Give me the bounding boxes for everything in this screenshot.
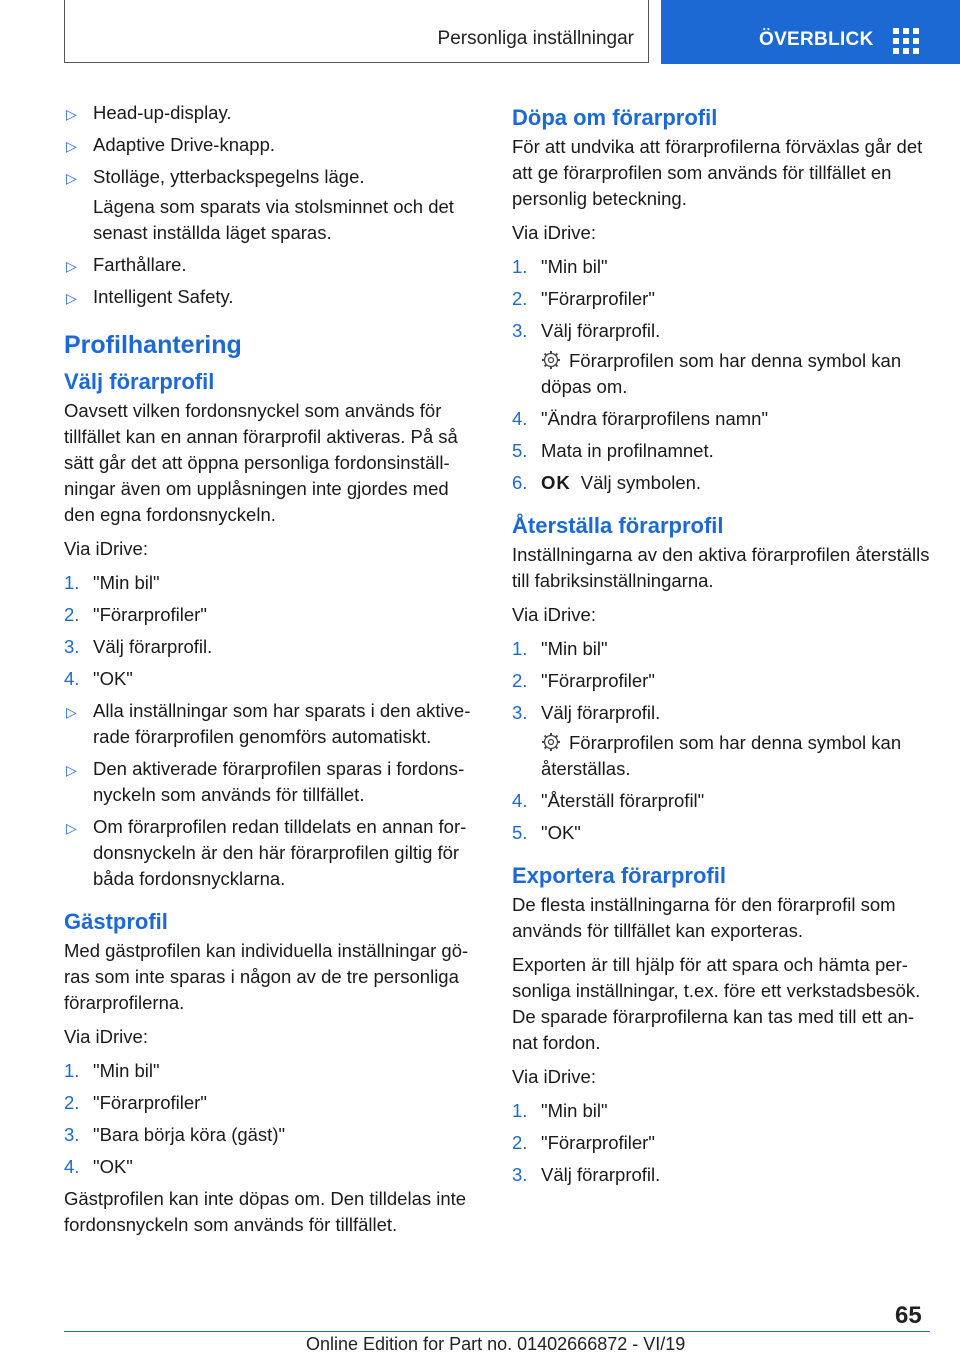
paragraph: För att undvika att förarprofilerna förväxlas går det att ge förarprofilen som används för tillfället en personlig beteckning.	[512, 136, 923, 209]
footer-divider	[64, 1331, 930, 1332]
heading-gastprofil: Gästprofil	[64, 909, 168, 934]
bullet-subtext: Lägena som sparats via stolsminnet och det senast inställda läget sparas.	[93, 196, 454, 243]
step-item: 2. "Förarprofiler"	[512, 670, 655, 691]
list-item: ▷ Intelligent Safety.	[64, 284, 479, 310]
via-idrive-label: Via iDrive:	[512, 604, 596, 625]
step-item: 6. OK Välj symbolen.	[512, 470, 932, 496]
heading-aterstalla: Återställa förarprofil	[512, 513, 724, 538]
step-item: 3. "Bara börja köra (gäst)"	[64, 1124, 286, 1145]
step-note: Förarprofilen som har denna symbol kan återställas.	[541, 732, 902, 779]
heading-dopa-om: Döpa om förarprofil	[512, 105, 718, 130]
header-section-box	[64, 0, 649, 63]
overview-tab-label: ÖVERBLICK	[759, 29, 874, 50]
triangle-bullet-icon: ▷	[66, 138, 77, 154]
triangle-bullet-icon: ▷	[66, 820, 77, 836]
gear-icon	[541, 350, 561, 370]
step-item: 3. Välj förarprofil.	[64, 636, 213, 657]
step-item: 4. "Ändra förarprofilens namn"	[512, 408, 769, 429]
step-item: 2. "Förarprofiler"	[512, 288, 655, 309]
step-item: 2. "Förarprofiler"	[64, 604, 207, 625]
paragraph: Gästprofilen kan inte döpas om. Den tilldelas inte fordonsnyckeln som används för tillfället.	[64, 1188, 467, 1235]
list-item: ▷ Om förarprofilen redan tilldelats en annan fordonsnyckeln är den här förarprofilen giltig för båda fordonsnycklarna.	[66, 816, 467, 889]
step-item: 1. "Min bil"	[64, 1060, 160, 1081]
via-idrive-label: Via iDrive:	[64, 538, 148, 559]
header-section-title: Personliga inställningar	[437, 28, 634, 49]
triangle-bullet-icon: ▷	[66, 762, 77, 778]
via-idrive-label: Via iDrive:	[512, 1066, 596, 1087]
paragraph: Oavsett vilken fordonsnyckel som används för tillfället kan en annan förarprofil aktiveras. På så sätt går det att öppna personliga fordonsinställningar även om upplåsningen inte gjordes med den egna fordonsnyckeln.	[64, 400, 458, 525]
right-column	[512, 100, 932, 1194]
step-item: 1. "Min bil"	[512, 1100, 608, 1121]
triangle-bullet-icon: ▷	[66, 290, 77, 306]
list-item: ▷ Stolläge, ytterbackspegelns läge.	[64, 164, 479, 190]
grid-icon	[893, 28, 919, 54]
step-note: Förarprofilen som har denna symbol kan döpas om.	[541, 350, 902, 397]
via-idrive-label: Via iDrive:	[64, 1026, 148, 1047]
footer-edition: Online Edition for Part no. 01402666872 - VI/19	[306, 1334, 686, 1354]
gear-icon	[541, 732, 561, 752]
step-item: 4. "OK"	[64, 1156, 133, 1177]
list-item: ▷ Den aktiverade förarprofilen sparas i fordonsnyckeln som används för tillfället.	[66, 758, 465, 805]
paragraph: De flesta inställningarna för den förarprofil som används för tillfället kan exporteras.	[512, 894, 896, 941]
step-item: 5. "OK"	[512, 822, 581, 843]
triangle-bullet-icon: ▷	[66, 170, 77, 186]
left-column	[64, 100, 479, 1246]
paragraph: Inställningarna av den aktiva förarprofilen återställs till fabriksinställningarna.	[512, 544, 930, 591]
step-item: 1. "Min bil"	[512, 256, 608, 277]
triangle-bullet-icon: ▷	[66, 258, 77, 274]
heading-exportera: Exportera förarprofil	[512, 863, 726, 888]
page-number: 65	[895, 1302, 922, 1329]
heading-valj-forarprofil: Välj förarprofil	[64, 369, 215, 394]
list-item: ▷ Alla inställningar som har sparats i den aktiverade förarprofilen genomförs automatiskt.	[66, 700, 471, 747]
paragraph: Med gästprofilen kan individuella inställningar göras som inte sparas i någon av de tre personliga förarprofilerna.	[64, 940, 469, 1013]
step-item: 2. "Förarprofiler"	[64, 1092, 207, 1113]
list-item: ▷ Farthållare.	[64, 252, 479, 278]
step-item: 1. "Min bil"	[512, 638, 608, 659]
ok-icon: OK	[541, 472, 571, 493]
step-item: 1. "Min bil"	[64, 572, 160, 593]
paragraph: Exporten är till hjälp för att spara och hämta personliga inställningar, t.ex. före ett verkstadsbesök. De sparade förarprofilerna kan tas med till ett annat fordon.	[512, 954, 921, 1053]
triangle-bullet-icon: ▷	[66, 704, 77, 720]
step-item: 4. "OK"	[64, 668, 133, 689]
step-item: 3. Välj förarprofil.	[512, 702, 661, 723]
list-item: ▷ Adaptive Drive-knapp.	[64, 132, 479, 158]
heading-profilhantering: Profilhantering	[64, 331, 242, 359]
step-item: 3. Välj förarprofil.	[512, 320, 661, 341]
step-item: 2. "Förarprofiler"	[512, 1132, 655, 1153]
step-item: 3. Välj förarprofil.	[512, 1164, 661, 1185]
step-item: 4. "Återställ förarprofil"	[512, 790, 705, 811]
via-idrive-label: Via iDrive:	[512, 222, 596, 243]
overview-tab[interactable]	[661, 0, 960, 64]
triangle-bullet-icon: ▷	[66, 106, 77, 122]
step-item: 5. Mata in profilnamnet.	[512, 440, 714, 461]
list-item: ▷ Head-up-display.	[64, 100, 479, 126]
